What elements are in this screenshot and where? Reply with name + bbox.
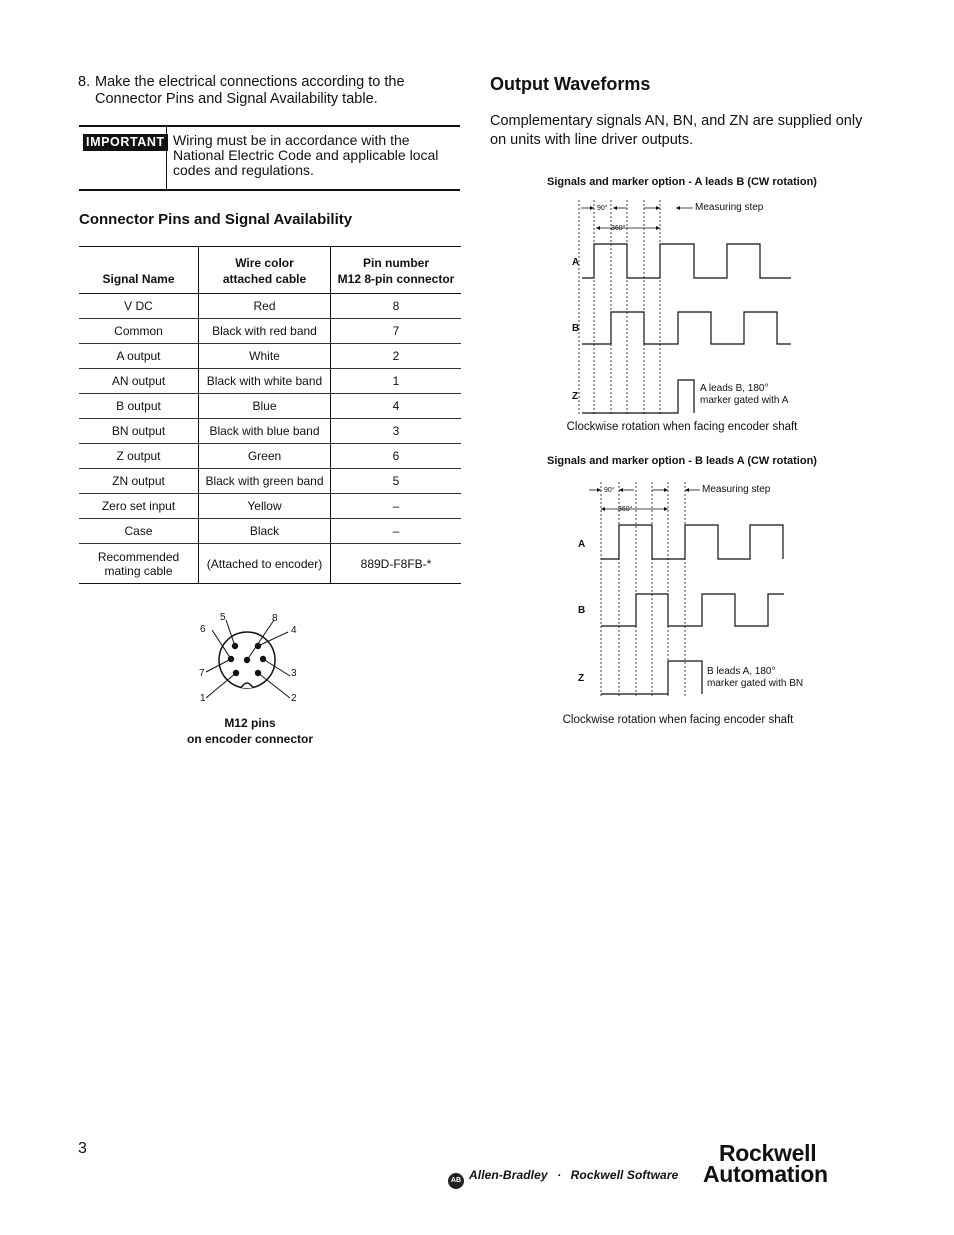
cell-signal-name: Recommended mating cable: [79, 544, 199, 584]
cell-pin-number: 3: [331, 419, 462, 444]
step-text: Make the electrical connections according to the Connector Pins and Signal Availability table.: [95, 74, 405, 107]
wf1-360-label: 360°: [611, 225, 626, 232]
m12-connector-diagram: [190, 606, 310, 706]
cell-wire-color: Black: [199, 519, 331, 544]
pin-label-1: 1: [200, 693, 206, 704]
cell-wire-color: Black with blue band: [199, 419, 331, 444]
table-row: [79, 419, 461, 444]
connector-caption: M12 pins on encoder connector: [186, 716, 314, 746]
page-number: 3: [78, 1140, 87, 1157]
wf1-note-line2: marker gated with A: [700, 395, 789, 406]
cell-signal-name: BN output: [79, 419, 199, 444]
cell-wire-color: Blue: [199, 394, 331, 419]
header-wire-color: Wire color attached cable: [199, 247, 331, 294]
pin-label-6: 6: [200, 624, 206, 635]
table-row: [79, 394, 461, 419]
cell-wire-color: Black with red band: [199, 319, 331, 344]
cell-signal-name: AN output: [79, 369, 199, 394]
cell-signal-name: V DC: [79, 294, 199, 319]
table-row: [79, 319, 461, 344]
waveform1-caption: Clockwise rotation when facing encoder shaft: [566, 421, 798, 433]
table-row: [79, 469, 461, 494]
pin-label-4: 4: [291, 625, 297, 636]
cell-signal-name: Case: [79, 519, 199, 544]
wf2-note-line1: B leads A, 180°: [707, 666, 776, 677]
cell-signal-name: B output: [79, 394, 199, 419]
waveform2-title: Signals and marker option - B leads A (CW rotation): [547, 455, 817, 467]
cell-signal-name: ZN output: [79, 469, 199, 494]
connector-table-title: Connector Pins and Signal Availability: [79, 211, 353, 228]
cell-pin-number: 889D-F8FB-*: [331, 544, 462, 584]
brand-allen-bradley: Allen-Bradley: [469, 1168, 548, 1182]
pin-label-5: 5: [220, 612, 226, 623]
cell-pin-number: 8: [331, 294, 462, 319]
cell-pin-number: 5: [331, 469, 462, 494]
cell-pin-number: –: [331, 494, 462, 519]
table-row: [79, 294, 461, 319]
brand-separator: ·: [557, 1168, 562, 1182]
cell-signal-name: Common: [79, 319, 199, 344]
waveform1-diagram: [560, 196, 800, 418]
wf2-channel-a: A: [578, 539, 586, 550]
cell-signal-name: A output: [79, 344, 199, 369]
wf1-signal-b: [582, 312, 791, 344]
pin-label-7: 7: [199, 668, 205, 679]
cell-wire-color: Black with green band: [199, 469, 331, 494]
pin-label-8: 8: [272, 613, 278, 624]
header-pin-number: Pin number M12 8-pin connector: [331, 247, 462, 294]
connector-key: [241, 683, 253, 688]
cell-wire-color: Black with white band: [199, 369, 331, 394]
table-row: [79, 344, 461, 369]
cell-wire-color: Green: [199, 444, 331, 469]
waveform1-title: Signals and marker option - A leads B (CW rotation): [547, 176, 817, 188]
cell-wire-color: White: [199, 344, 331, 369]
rockwell-automation-logo: [703, 1140, 828, 1187]
cell-wire-color: Yellow: [199, 494, 331, 519]
important-text: Wiring must be in accordance with the National Electric Code and applicable local codes and regulations.: [173, 132, 439, 178]
logo-line2: Automation: [703, 1161, 828, 1187]
brand-line: [448, 1168, 678, 1189]
table-row: [79, 444, 461, 469]
wf1-measuring-step: Measuring step: [695, 202, 764, 213]
wf2-signal-a: [601, 525, 783, 559]
cell-wire-color: (Attached to encoder): [199, 544, 331, 584]
wf1-channel-z: Z: [572, 391, 579, 402]
cell-wire-color: Red: [199, 294, 331, 319]
wf1-channel-b: B: [572, 323, 580, 334]
brand-rockwell-software: Rockwell Software: [570, 1168, 679, 1182]
wf2-note-line2: marker gated with BN: [707, 678, 804, 689]
step-number: 8.: [78, 74, 91, 90]
cell-pin-number: 6: [331, 444, 462, 469]
wf2-signal-b: [601, 594, 784, 626]
cell-signal-name: Z output: [79, 444, 199, 469]
table-row: [79, 544, 461, 584]
important-divider: [166, 127, 167, 189]
table-row: [79, 494, 461, 519]
connector-pins-table: [79, 246, 461, 584]
cell-pin-number: 2: [331, 344, 462, 369]
wf1-signal-a: [582, 244, 791, 278]
wf2-measuring-step: Measuring step: [702, 484, 771, 495]
cell-pin-number: 7: [331, 319, 462, 344]
logo-line1: Rockwell: [719, 1140, 817, 1166]
pin-label-3: 3: [291, 668, 297, 679]
cell-signal-name: Zero set input: [79, 494, 199, 519]
wf1-channel-a: A: [572, 257, 580, 268]
header-signal-name: Signal Name: [79, 247, 199, 294]
wf2-channel-z: Z: [578, 673, 585, 684]
wf1-90-label: 90°: [597, 205, 608, 212]
table-row: [79, 519, 461, 544]
cell-pin-number: 4: [331, 394, 462, 419]
wf1-note-line1: A leads B, 180°: [700, 383, 769, 394]
output-waveforms-intro: Complementary signals AN, BN, and ZN are supplied only on units with line driver outputs.: [490, 113, 863, 148]
wf2-channel-b: B: [578, 605, 586, 616]
table-row: [79, 369, 461, 394]
output-waveforms-title: Output Waveforms: [490, 74, 651, 94]
pin-label-2: 2: [291, 693, 297, 704]
allen-bradley-logo-icon: AB: [448, 1173, 464, 1189]
important-notice: [79, 125, 460, 191]
important-label: IMPORTANT: [83, 134, 168, 151]
cell-pin-number: 1: [331, 369, 462, 394]
table-header-row: [79, 247, 461, 294]
waveform2-caption: Clockwise rotation when facing encoder shaft: [562, 714, 794, 726]
wf1-signal-z: [582, 380, 694, 413]
wf2-90-label: 90°: [604, 487, 615, 494]
wf2-signal-z: [601, 661, 702, 694]
waveform2-diagram: [572, 478, 804, 700]
wf2-360-label: 360°: [618, 506, 633, 513]
cell-pin-number: –: [331, 519, 462, 544]
